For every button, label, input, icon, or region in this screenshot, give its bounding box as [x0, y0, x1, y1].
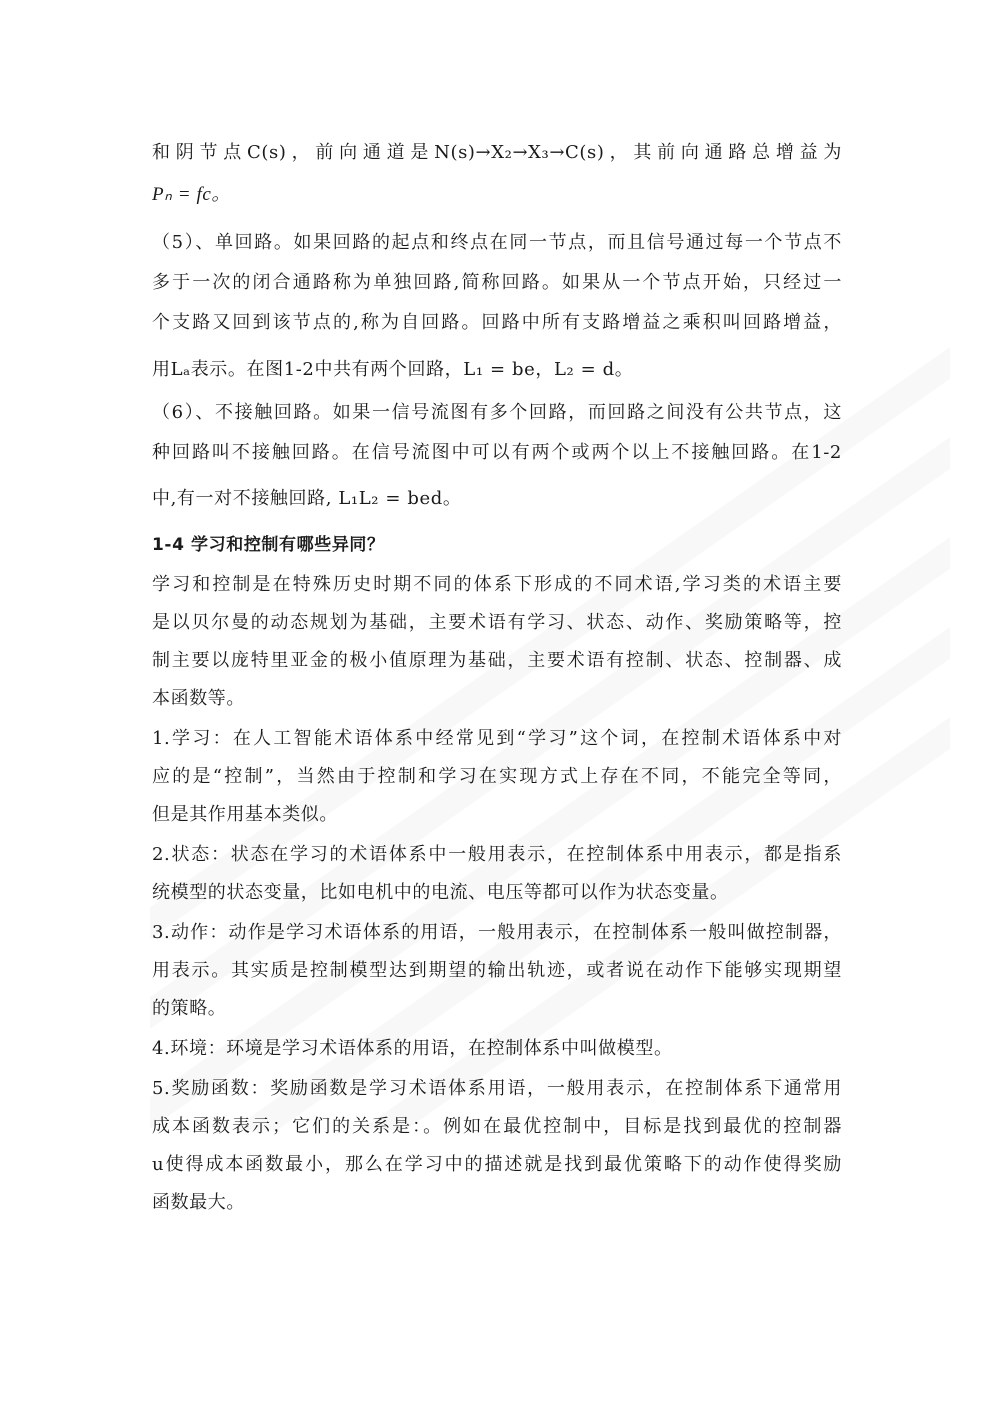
paragraph-line: u使得成本函数最小，那么在学习中的描述就是找到最优策略下的动作使得奖励	[152, 1154, 842, 1175]
paragraph-line: 的策略。	[152, 998, 227, 1019]
paragraph-line: 4.环境：环境是学习术语体系的用语，在控制体系中叫做模型。	[152, 1038, 673, 1059]
paragraph-line: 用Lₐ表示。在图1-2中共有两个回路，L₁ = be，L₂ = d。	[152, 359, 634, 380]
paragraph-line: 3.动作：动作是学习术语体系的用语，一般用表示，在控制体系一般叫做控制器，	[152, 922, 842, 943]
paragraph-line: 制主要以庞特里亚金的极小值原理为基础，主要术语有控制、状态、控制器、成	[152, 650, 842, 671]
paragraph-line: 2.状态：状态在学习的术语体系中一般用表示，在控制体系中用表示，都是指系	[152, 844, 842, 865]
paragraph-line: 1.学习：在人工智能术语体系中经常见到“学习”这个词，在控制术语体系中对	[152, 728, 842, 749]
paragraph-line: 个支路又回到该节点的,称为自回路。回路中所有支路增益之乘积叫回路增益，	[152, 312, 842, 333]
paragraph-line: （6）、不接触回路。如果一信号流图有多个回路，而回路之间没有公共节点，这	[152, 402, 842, 423]
paragraph-line: 种回路叫不接触回路。在信号流图中可以有两个或两个以上不接触回路。在1-2	[152, 442, 842, 463]
paragraph-line: 5.奖励函数：奖励函数是学习术语体系用语，一般用表示，在控制体系下通常用	[152, 1078, 842, 1099]
formula-line: Pₙ = fc。	[152, 184, 232, 205]
paragraph-line: 统模型的状态变量，比如电机中的电流、电压等都可以作为状态变量。	[152, 882, 729, 903]
section-heading: 1-4 学习和控制有哪些异同？	[152, 535, 385, 555]
text-line: 和阴节点C(s)，前向通道是N(s)→X₂→X₃→C(s)，其前向通路总增益为	[152, 142, 842, 163]
paragraph-line: （5）、单回路。如果回路的起点和终点在同一节点，而且信号通过每一个节点不	[152, 232, 842, 253]
paragraph-line: 应的是“控制”，当然由于控制和学习在实现方式上存在不同，不能完全等同，	[152, 766, 842, 787]
paragraph-line: 本函数等。	[152, 688, 245, 709]
paragraph-line: 用表示。其实质是控制模型达到期望的输出轨迹，或者说在动作下能够实现期望	[152, 960, 842, 981]
paragraph-line: 成本函数表示；它们的关系是：。例如在最优控制中，目标是找到最优的控制器	[152, 1116, 842, 1137]
paragraph-line: 是以贝尔曼的动态规划为基础，主要术语有学习、状态、动作、奖励策略等，控	[152, 612, 842, 633]
paragraph-line: 多于一次的闭合通路称为单独回路,简称回路。如果从一个节点开始，只经过一	[152, 272, 842, 293]
paragraph-line: 中,有一对不接触回路, L₁L₂ = bed。	[152, 488, 462, 509]
paragraph-line: 但是其作用基本类似。	[152, 804, 338, 825]
paragraph-line: 学习和控制是在特殊历史时期不同的体系下形成的不同术语,学习类的术语主要	[152, 574, 842, 595]
paragraph-line: 函数最大。	[152, 1192, 245, 1213]
